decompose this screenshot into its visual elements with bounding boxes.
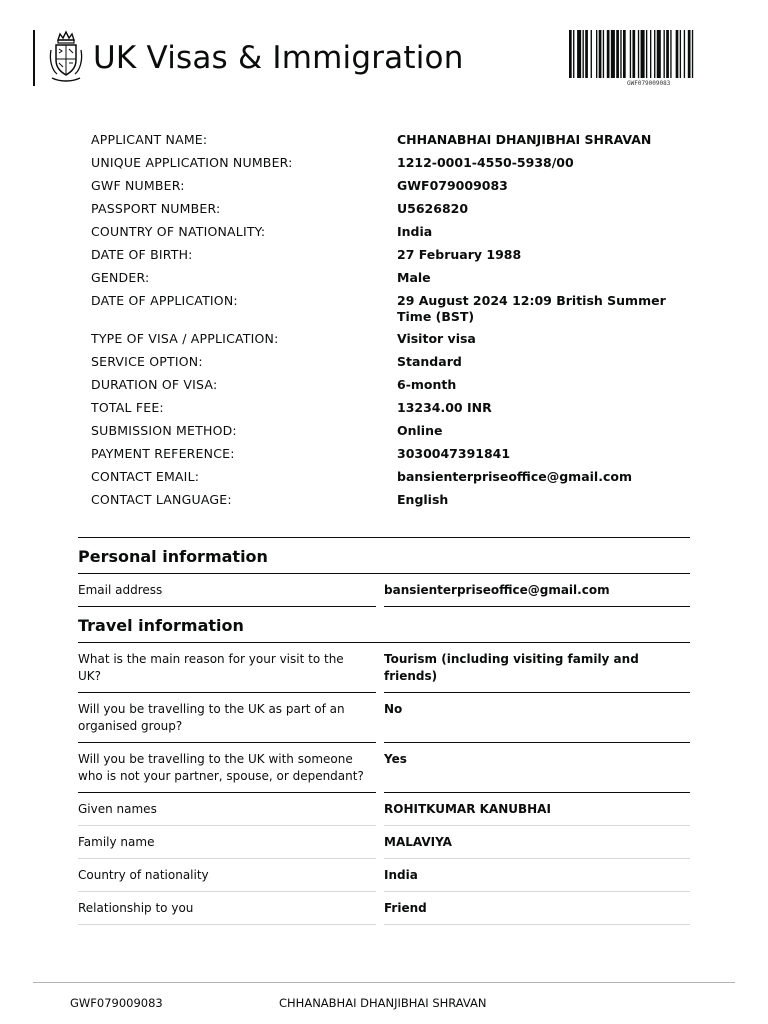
summary-row-gwf-number [91, 178, 691, 201]
barcode [569, 30, 735, 82]
summary-label: APPLICANT NAME: [91, 132, 208, 147]
summary-value: 13234.00 INR [397, 400, 492, 415]
summary-row-contact-language [91, 492, 691, 515]
footer-gwf-number: GWF079009083 [70, 996, 163, 1010]
detail-label: Relationship to you [78, 892, 376, 925]
detail-value: Friend [384, 892, 690, 925]
detail-row-family-name [78, 826, 690, 859]
summary-row-nationality [91, 224, 691, 247]
detail-label: Will you be travelling to the UK as part of an organised group? [78, 693, 376, 743]
detail-value: Yes [384, 743, 690, 793]
summary-value: Male [397, 270, 431, 285]
footer-applicant-name: CHHANABHAI DHANJIBHAI SHRAVAN [279, 996, 487, 1010]
detail-label: Country of nationality [78, 859, 376, 892]
page-header [33, 30, 753, 86]
summary-row-submission-method [91, 423, 691, 446]
detail-label: Given names [78, 793, 376, 826]
summary-value: Standard [397, 354, 462, 369]
summary-row-date-of-application [91, 293, 691, 331]
header-rule [33, 30, 35, 86]
summary-row-passport-number [91, 201, 691, 224]
summary-value: bansienterpriseoffice@gmail.com [397, 469, 632, 484]
detail-row-nationality [78, 859, 690, 892]
summary-label: GWF NUMBER: [91, 178, 185, 193]
footer-divider [33, 982, 735, 983]
summary-row-visa-type [91, 331, 691, 354]
summary-row-date-of-birth [91, 247, 691, 270]
summary-label: DURATION OF VISA: [91, 377, 218, 392]
summary-value: Online [397, 423, 443, 438]
detail-label: Will you be travelling to the UK with someone who is not your partner, spouse, or dependant? [78, 743, 376, 793]
application-details [78, 537, 690, 925]
summary-row-gender [91, 270, 691, 293]
summary-value: 1212-0001-4550-5938/00 [397, 155, 574, 170]
detail-row-visit-reason [78, 643, 690, 693]
detail-row-email [78, 574, 690, 607]
summary-label: PASSPORT NUMBER: [91, 201, 221, 216]
royal-coat-of-arms-icon [48, 30, 84, 86]
summary-label: TYPE OF VISA / APPLICATION: [91, 331, 279, 346]
summary-label: DATE OF BIRTH: [91, 247, 193, 262]
section-heading-personal: Personal information [78, 537, 690, 574]
summary-value: 29 August 2024 12:09 British Summer Time (BST) [397, 293, 666, 324]
summary-value: 6-month [397, 377, 457, 392]
summary-row-total-fee [91, 400, 691, 423]
summary-value: U5626820 [397, 201, 469, 216]
barcode-number: GWF079009083 [627, 80, 671, 87]
summary-row-contact-email [91, 469, 691, 492]
summary-row-application-number [91, 155, 691, 178]
summary-row-visa-duration [91, 377, 691, 400]
detail-value: Tourism (including visiting family and friends) [384, 643, 690, 693]
page-title: UK Visas & Immigration [93, 40, 464, 76]
detail-value: No [384, 693, 690, 743]
summary-label: PAYMENT REFERENCE: [91, 446, 235, 461]
summary-row-service-option [91, 354, 691, 377]
detail-row-relationship [78, 892, 690, 925]
application-summary [91, 132, 691, 515]
summary-value: English [397, 492, 449, 507]
summary-value: India [397, 224, 433, 239]
detail-value: ROHITKUMAR KANUBHAI [384, 793, 690, 826]
detail-value: bansienterpriseoffice@gmail.com [384, 574, 690, 607]
detail-label: Email address [78, 574, 376, 607]
summary-label: UNIQUE APPLICATION NUMBER: [91, 155, 293, 170]
detail-value: India [384, 859, 690, 892]
summary-value: 27 February 1988 [397, 247, 522, 262]
detail-row-travel-companion [78, 743, 690, 793]
detail-label: Family name [78, 826, 376, 859]
summary-value: GWF079009083 [397, 178, 508, 193]
summary-value: Visitor visa [397, 331, 476, 346]
section-heading-travel: Travel information [78, 607, 690, 643]
summary-label: DATE OF APPLICATION: [91, 293, 238, 308]
detail-label: What is the main reason for your visit to the UK? [78, 643, 376, 693]
summary-label: CONTACT EMAIL: [91, 469, 200, 484]
summary-value: 3030047391841 [397, 446, 511, 461]
detail-value: MALAVIYA [384, 826, 690, 859]
detail-row-given-names [78, 793, 690, 826]
summary-row-payment-reference [91, 446, 691, 469]
summary-label: CONTACT LANGUAGE: [91, 492, 232, 507]
summary-label: SERVICE OPTION: [91, 354, 203, 369]
summary-label: GENDER: [91, 270, 150, 285]
summary-label: TOTAL FEE: [91, 400, 164, 415]
summary-label: COUNTRY OF NATIONALITY: [91, 224, 266, 239]
summary-row-applicant-name [91, 132, 691, 155]
detail-row-organised-group [78, 693, 690, 743]
summary-value: CHHANABHAI DHANJIBHAI SHRAVAN [397, 132, 652, 147]
summary-label: SUBMISSION METHOD: [91, 423, 237, 438]
